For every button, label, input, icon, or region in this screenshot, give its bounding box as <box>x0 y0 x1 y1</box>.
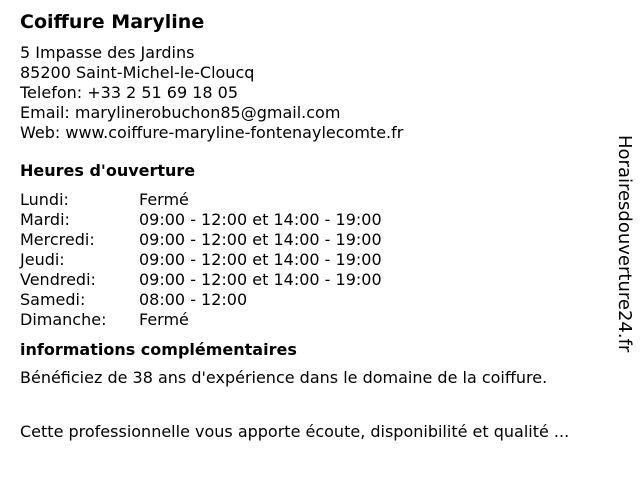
info-paragraph-2: Cette professionnelle vous apporte écoute, disponibilité et qualité ... <box>20 422 570 441</box>
site-watermark: Horairesdouverture24.fr <box>614 135 635 353</box>
website: Web: www.coiffure-maryline-fontenaylecomte.fr <box>20 123 404 142</box>
hours-row-saturday <box>20 290 610 310</box>
day-label: Vendredi: <box>20 270 96 289</box>
address-line-1: 5 Impasse des Jardins <box>20 43 195 62</box>
address-line-2: 85200 Saint-Michel-le-Cloucq <box>20 63 255 82</box>
hours-row-tuesday <box>20 210 610 230</box>
day-hours: Fermé <box>139 310 189 329</box>
hours-row-friday <box>20 270 610 290</box>
day-label: Lundi: <box>20 190 69 209</box>
hours-row-monday <box>20 190 610 210</box>
additional-info-heading: informations complémentaires <box>20 340 297 359</box>
day-label: Mercredi: <box>20 230 95 249</box>
info-paragraph-1: Bénéficiez de 38 ans d'expérience dans le domaine de la coiffure. <box>20 368 548 387</box>
hours-row-thursday <box>20 250 610 270</box>
opening-hours-heading: Heures d'ouverture <box>20 161 196 180</box>
email-address: Email: marylinerobuchon85@gmail.com <box>20 103 341 122</box>
day-hours: 09:00 - 12:00 et 14:00 - 19:00 <box>139 250 382 269</box>
day-hours: 09:00 - 12:00 et 14:00 - 19:00 <box>139 210 382 229</box>
day-hours: 09:00 - 12:00 et 14:00 - 19:00 <box>139 270 382 289</box>
day-label: Samedi: <box>20 290 86 309</box>
hours-row-sunday <box>20 310 610 330</box>
business-name: Coiffure Maryline <box>20 11 205 33</box>
hours-row-wednesday <box>20 230 610 250</box>
business-card <box>20 10 610 442</box>
day-hours: Fermé <box>139 190 189 209</box>
day-label: Dimanche: <box>20 310 107 329</box>
day-hours: 08:00 - 12:00 <box>139 290 248 309</box>
day-label: Jeudi: <box>20 250 65 269</box>
day-hours: 09:00 - 12:00 et 14:00 - 19:00 <box>139 230 382 249</box>
opening-hours-table <box>20 190 610 330</box>
phone-number: Telefon: +33 2 51 69 18 05 <box>20 83 239 102</box>
day-label: Mardi: <box>20 210 70 229</box>
